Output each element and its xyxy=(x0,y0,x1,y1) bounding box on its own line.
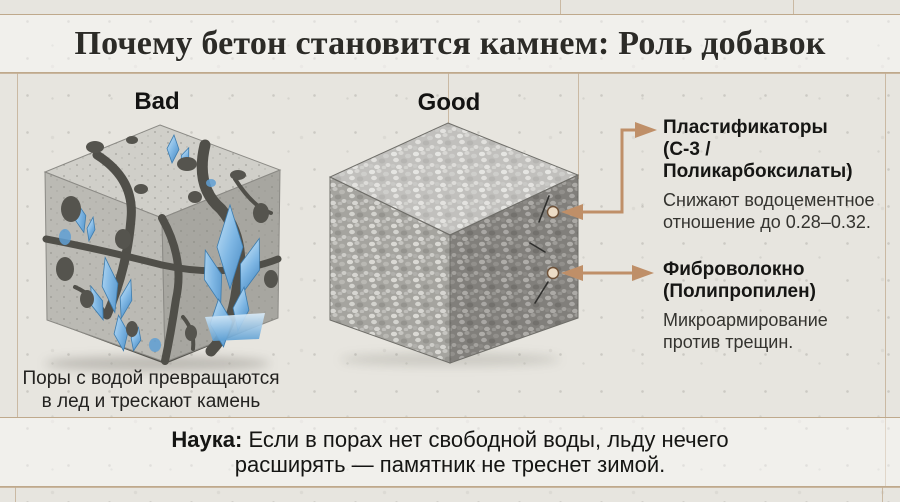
good-cube-illustration xyxy=(325,115,585,370)
fiber-annotation xyxy=(663,259,888,353)
plasticizer-title: Пластификаторы xyxy=(663,117,828,138)
tile-seam xyxy=(560,0,561,14)
science-line2: расширять — памятник не треснет зимой. xyxy=(234,452,666,477)
fiber-title: Фиброволокно xyxy=(663,259,805,280)
fiber-description: Микроармирование против трещин. xyxy=(663,310,828,352)
cracked-cube-icon xyxy=(35,117,285,367)
tile-seam xyxy=(15,487,16,502)
bad-cube-illustration xyxy=(35,117,285,367)
fiber-subtitle: (Полипропилен) xyxy=(663,281,816,302)
plasticizer-subtitle: (С-3 / Поликарбоксилаты) xyxy=(663,139,853,182)
tile-seam xyxy=(882,487,883,502)
arrow-right-icon xyxy=(635,122,657,138)
science-band xyxy=(0,417,900,487)
science-rest: Если в порах нет свободной воды, льду нечего xyxy=(242,427,729,452)
science-lead: Наука: xyxy=(171,427,243,452)
arrow-right-icon xyxy=(632,265,654,281)
bad-cube-caption: Поры с водой превращаются в лед и трескают камень xyxy=(22,368,280,412)
tile-seam xyxy=(17,73,18,417)
page-title: Почему бетон становится камнем: Роль добавок xyxy=(74,24,826,62)
plasticizer-connector-line xyxy=(577,130,638,212)
plasticizer-description: Снижают водоцементное отношение до 0.28–0.32. xyxy=(663,190,875,232)
solid-cube-icon xyxy=(325,115,585,370)
tile-seam xyxy=(793,0,794,14)
tile-seam xyxy=(0,73,900,74)
good-label: Good xyxy=(417,89,481,116)
bad-label: Bad xyxy=(134,88,180,115)
science-note xyxy=(171,427,728,477)
tile-seam xyxy=(0,487,900,488)
plasticizer-annotation xyxy=(663,117,888,233)
title-band xyxy=(0,14,900,73)
